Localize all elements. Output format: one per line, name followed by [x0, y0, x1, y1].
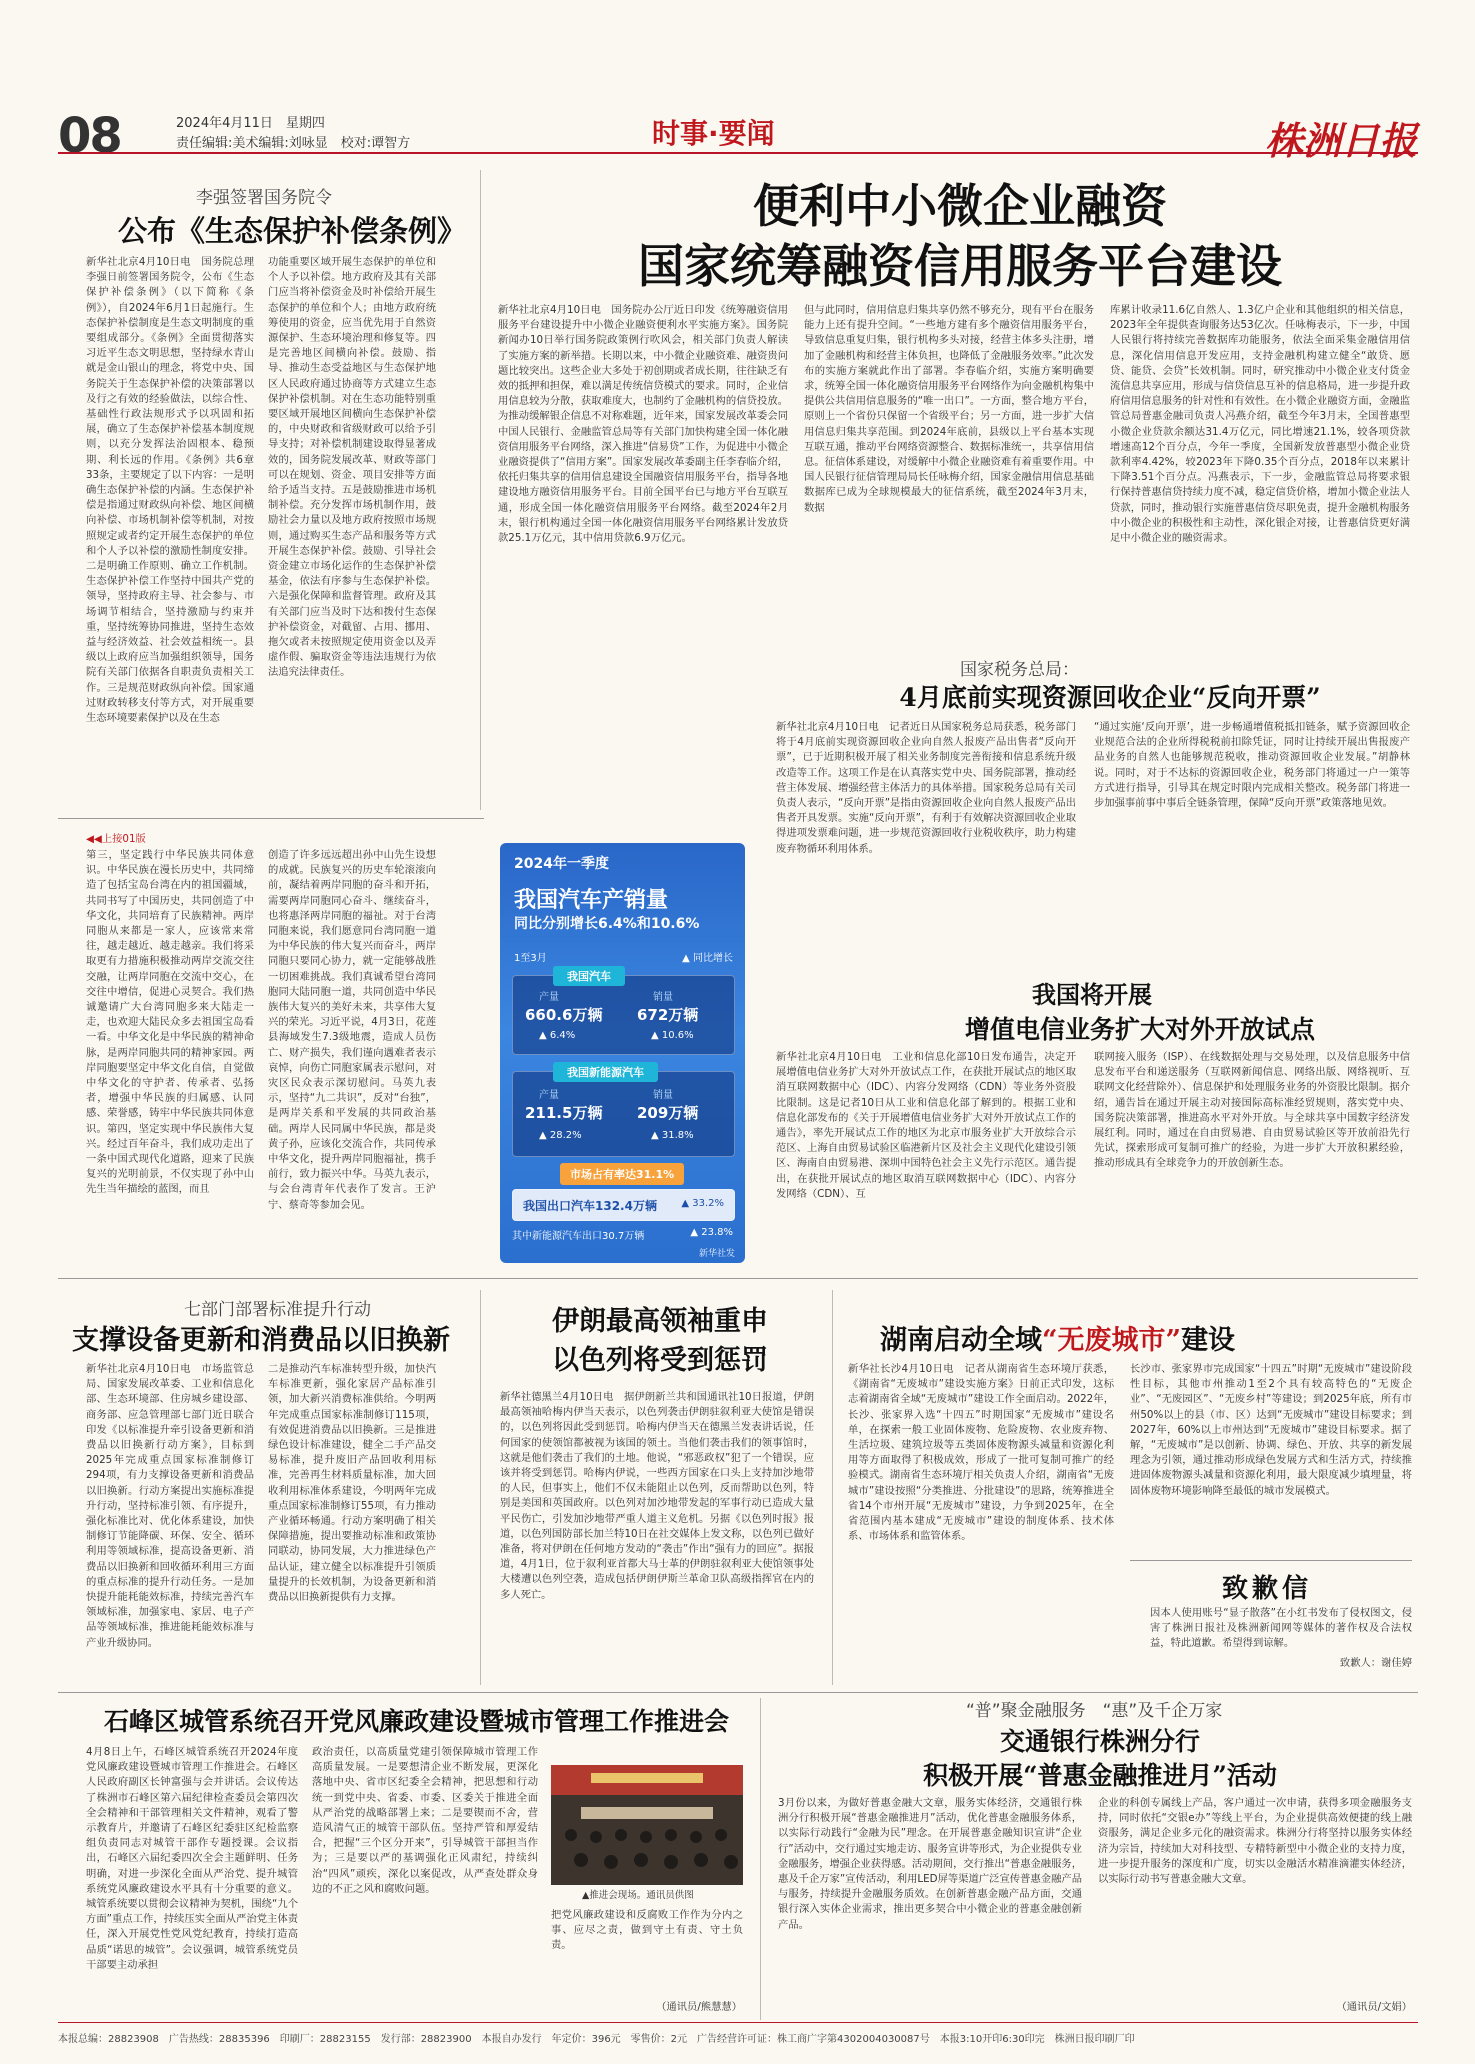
meeting-photo — [551, 1765, 743, 1885]
apology-text: 因本人使用账号“显子散落”在小红书发布了侵权图文，侵害了株洲日报社及株洲新闻网等媒体的著作权及合法权益，特此道歉。希望得到谅解。 — [1150, 1607, 1412, 1650]
a7-title-line2: 以色列将受到惩罚 — [552, 1345, 768, 1376]
a6-col2: 二是推动汽车标准转型升级，加快汽车标准更新，强化家居产品标准引领，加大新兴消费标准供给。今明两年完成重点国家标准制修订115项，有效促进消费品以旧换新。三是推进绿色设计标准建设，健全二手产品交易标准，提升废旧产品回收利用标准，完善再生材料质量标准，加大回收利用标准体系建设，今明两年完成重点国家标准制修订55项，有力推动产业循环畅通。行动方案明确了相关保障措施，提出要推动标准和政策协同联动，协同发展，大力推进绿色产品认证，建立健全以标准提升引领质量提升的长效机制，为设备更新和消费品以旧换新提供有力支撑。 — [268, 1363, 436, 1604]
up-arrow-icon: ▲ — [539, 1130, 550, 1141]
a10-title-line1: 交通银行株洲分行 — [999, 1727, 1200, 1756]
cars-prod-label: 产量 — [539, 992, 559, 1003]
page-number: 08 — [58, 108, 121, 164]
cars-sales-growth — [651, 1030, 694, 1041]
a5-continued-marker: ◀◀上接01版 — [86, 833, 146, 845]
divider — [480, 1290, 481, 1685]
divider — [58, 1278, 1418, 1279]
a6-kicker: 七部门部署标准提升行动 — [184, 1300, 371, 1320]
a7-title-line1: 伊朗最高领袖重申 — [552, 1306, 768, 1337]
a1-col1: 新华社北京4月10日电 国务院总理李强日前签署国务院令，公布《生态保护补偿条例》（以下简称《条例》），自2024年6月1日起施行。生态保护补偿制度是生态文明制度的重要组成部分。《条例》全面贯彻落实习近平生态文明思想，坚持绿水青山就是金山银山的理念，将党中央、国务院关于生态保护补偿的决策部署以及行之有效的经验做法，以综合性、基础性行政法规形式予以巩固和拓展，确立了生态保护补偿基本制度规则，以充分发挥法治固根本、稳预期、利长远的作用。《条例》共6章33条，主要规定了以下内容：一是明确生态保护补偿的内涵。生态保护补偿是指通过财政纵向补偿、地区间横向补偿、市场机制补偿等机制，对按照规定或者约定开展生态保护的单位和个人予以补偿的激励性制度安排。二是明确工作原则、确立工作机制。生态保护补偿工作坚持中国共产党的领导，坚持政府主导、社会参与、市场调节相结合，坚持激励与约束并重，坚持统筹协同推进，坚持生态效益与经济效益、社会效益相统一。县级以上政府应当加强组织领导，国务院有关部门依据各自职责负责相关工作。三是规范财政纵向补偿。国家通过财政转移支付等方式，对开展重要生态环境要素保护以及在生态 — [86, 256, 254, 725]
a1-col2: 功能重要区域开展生态保护的单位和个人予以补偿。地方政府及其有关部门应当将补偿资金及时补偿给开展生态保护的单位和个人；由地方政府统筹使用的资金，应当优先用于自然资源保护、生态环境治理和修复等。四是完善地区间横向补偿。鼓励、指导、推动生态受益地区与生态保护地区人民政府通过协商等方式建立生态保护补偿机制。对在生态功能特别重要区域开展地区间横向生态保护补偿的，中央财政和省级财政可以给予引导支持；对补偿机制建设取得显著成效的，国务院发展改革、财政等部门可以在规划、资金、项目安排等方面给予适当支持。五是鼓励推进市场机制补偿。充分发挥市场机制作用，鼓励社会力量以及地方政府按照市场规则，通过购买生态产品和服务等方式开展生态保护补偿。鼓励、引导社会资金建立市场化运作的生态保护补偿基金，依法有序参与生态保护补偿。六是强化保障和监督管理。政府及其有关部门应当及时下达和拨付生态保护补偿资金，对截留、占用、挪用、拖欠或者未按照规定使用资金以及弄虚作假、骗取资金等违法违规行为依法追究法律责任。 — [268, 256, 436, 679]
a7-col1: 新华社德黑兰4月10日电 据伊朗新兰共和国通讯社10日报道，伊朗最高领袖哈梅内伊当天表示，以色列袭击伊朗驻叙利亚大使馆是错误的，以色列将因此受到惩罚。哈梅内伊当天在德黑兰发表讲话说，任何国家的使领馆都被视为该国的领土。当他们袭击我们的领事馆时，这就是他们袭击了我们的土地。他说，“邪恶政权”犯了一个错误，应该并将受到惩罚。哈梅内伊说，一些西方国家在口头上支持加沙地带的人民，但事实上，他们不仅未能阻止以色列，反而帮助以色列，特别是美国和英国政府。以色列对加沙地带发起的军事行动已造成大量平民伤亡，引发加沙地带严重人道主义危机。另据《以色列时报》报道，以色列国防部长加兰特10日在社交媒体上发文称，以色列已做好准备，将对伊朗在任何地方发动的“袭击”作出“强有力的回应”。据报道，4月1日，位于叙利亚首都大马士革的伊朗驻叙利亚大使馆领事处大楼遭以色列空袭，造成包括伊朗伊斯兰革命卫队高级指挥官在内的多人死亡。 — [500, 1391, 814, 1601]
a2-col2: 但与此同时，信用信息归集共享仍然不够充分，现有平台在服务能力上还有提升空间。“一些地方建有多个融资信用服务平台，导致信息重复归集，银行机构多头对接，经营主体多头注册，增加了金融机构和经营主体负担，也降低了金融服务效率。”此次发布的实施方案就此作出了部署。李春临介绍，实施方案明确要求，统筹全国一体化融资信用服务平台网络作为向金融机构集中提供公共信用信息服务的“唯一出口”。一方面，整合地方平台，原则上一个省份只保留一个省级平台；另一方面，进一步扩大信用信息归集共享范围。到2024年底前，县级以上平台基本实现互联互通，推动平台网络资源整合、数据标准统一，共享信用信息。征信体系建设，对缓解中小微企业融资难有着重要作用。中国人民银行征信管理局局长任咏梅介绍，国家金融信用信息基础数据库已成为全球规模最大的征信系统，截至2024年3月末，数据 — [804, 304, 1094, 514]
divider — [480, 170, 481, 810]
divider — [58, 818, 484, 819]
a10-col1: 3月份以来，为做好普惠金融大文章，服务实体经济，交通银行株洲分行积极开展“普惠金融推进月”活动，优化普惠金融服务体系，以实际行动践行“金融为民”理念。在开展普惠金融知识宣讲“企业行”活动中，交行通过实地走访、服务宣讲等形式，为企业提供专业金融服务，增强企业获得感。活动期间，交行推出“普惠金融服务，惠及千企万家”宣传活动，利用LED屏等渠道广泛宣传普惠金融产品与服务，持续提升金融服务质效。在创新普惠金融产品方面，交通银行深入实体企业需求，推出更多契合中小微企业的普惠金融创新产品。 — [778, 1797, 1082, 1931]
nev-sales-label: 销量 — [653, 1090, 673, 1101]
issue-date: 2024年4月11日 星期四 — [176, 116, 325, 131]
export-growth — [681, 1198, 724, 1209]
footer-rule — [58, 2022, 1418, 2023]
a2-col1: 新华社北京4月10日电 国务院办公厅近日印发《统筹融资信用服务平台建设提升中小微企业融资便利水平实施方案》。国务院新闻办10日举行国务院政策例行吹风会，相关部门负责人解读了实施方案的新举措。长期以来，中小微企业融资难、融资贵问题比较突出。这些企业大多处于初创期或者成长期，往往缺乏有效的抵押和担保，难以满足传统信贷模式的要求。同时，企业信用信息较为分散，获取难度大，也制约了金融机构的信贷投放。为推动缓解银企信息不对称难题，近年来，国家发展改革委会同中国人民银行、金融监管总局等有关部门加快构建全国一体化融资信用服务平台网络，深入推进“信易贷”工作，为促进中小微企业融资提供了“信用方案”。国家发展改革委副主任李春临介绍，依托归集共享的信用信息建设全国融资信用服务平台，指导各地建设地方融资信用服务平台。目前全国平台已与地方平台互联互通，形成全国一体化融资信用服务平台网络。截至2024年2月末，银行机构通过全国一体化融资信用服务平台网络累计发放贷款25.1万亿元，其中信用贷款6.9万亿元。 — [498, 304, 788, 545]
a3-kicker: 国家税务总局： — [960, 660, 1079, 680]
nev-card-title: 我国新能源汽车 — [553, 1062, 658, 1082]
a10-title-line2: 积极开展“普惠金融推进月”活动 — [923, 1761, 1277, 1790]
issue-meta — [176, 114, 410, 154]
a10-kicker: “普”聚金融服务 “惠”及千企万家 — [966, 1701, 1223, 1721]
export-growth-value: 33.2% — [692, 1198, 724, 1209]
a10-byline: （通讯员/文娟） — [1336, 2001, 1412, 2013]
nev-export-growth-value: 23.8% — [701, 1227, 733, 1238]
nev-prod-growth-value: 28.2% — [549, 1130, 582, 1141]
cars-prod-growth-value: 6.4% — [549, 1030, 576, 1041]
infographic-legend — [682, 949, 733, 964]
up-arrow-icon: ▲ — [682, 953, 690, 964]
a3-title: 4月底前实现资源回收企业“反向开票” — [899, 683, 1321, 712]
legend-label: 同比增长 — [693, 953, 733, 964]
a4-kicker: 我国将开展 — [1032, 980, 1152, 1009]
a2-col3: 库累计收录11.6亿自然人、1.3亿户企业和其他组织的相关信息，2023年全年提供查询服务达53亿次。任咏梅表示，下一步，中国人民银行将持续完善数据库功能服务，依法全面采集金融信用信息，深化信用信息开发应用，支持金融机构建立健全“敢贷、愿贷、能贷、会贷”长效机制。同时，研究推动中小微企业支付货金流信息共享应用，形成与信贷信息互补的信息格局，进一步提升政府信用信息服务的针对性和有效性。在小微企业融资方面，金融监管总局普惠金融司负责人冯燕介绍，截至今年3月末，全国普惠型小微企业贷款余额达31.4万亿元，同比增速21.1%，较各项贷款增速高12个百分点，今年一季度，全国新发放普惠型小微企业贷款利率4.42%，较2023年下降0.35个百分点，2018年以来累计下降3.51个百分点。冯燕表示，下一步，金融监管总局将要求银行保持普惠信贷持续力度不减，稳定信贷价格，增加小微企业法人贷款，同时，推动银行实施普惠信贷尽职免责，提升金融机构服务中小微企业的积极性和主动性，深化银企对接，让普惠信贷更好满足中小微企业的融资需求。 — [1110, 304, 1410, 545]
cars-sales-growth-value: 10.6% — [661, 1030, 694, 1041]
header-rule — [58, 152, 1418, 154]
a9-title: 石峰区城管系统召开党风廉政建设暨城市管理工作推进会 — [104, 1707, 730, 1736]
infographic-credit: 新华社发 — [698, 1249, 735, 1259]
nev-sales-growth — [651, 1130, 694, 1141]
a6-col1: 新华社北京4月10日电 市场监管总局、国家发展改革委、工业和信息化部、生态环境部、住房城乡建设部、商务部、应急管理部七部门近日联合印发《以标准提升牵引设备更新和消费品以旧换新行动方案》，目标到2025年完成重点国家标准制修订294项，有力支撑设备更新和消费品以旧换新。行动方案提出实施标准提升行动，坚持标准引领、有序提升，强化标准比对、优化体系建设，加快制修订节能降碳、环保、安全、循环利用等领域标准，提高设备更新、消费品以旧换新和回收循环利用三方面的重点标准的提升行动任务。一是加快提升能耗能效标准，持续完善汽车领域标准，加强家电、家居、电子产品等领域标准，推进能耗能效标准与产业升级协同。 — [86, 1363, 254, 1649]
a3-col1: 新华社北京4月10日电 记者近日从国家税务总局获悉，税务部门将于4月底前实现资源回收企业向自然人报废产品出售者“反向开票”，已于近期积极开展了相关业务制度完善衔接和信息系统升级改造等工作。这项工作是在认真落实党中央、国务院部署，推动经营主体发展、增强经营主体活力的具体举措。国家税务总局有关司负责人表示，“反向开票”是指由资源回收企业向自然人报废产品出售者开具发票。实施“反向开票”，有利于有效解决资源回收企业取得进项发票难问题，进一步规范资源回收行业税收秩序，助力构建废弃物循环利用体系。 — [776, 721, 1076, 855]
cars-prod-value: 660.6万辆 — [525, 1006, 603, 1024]
nev-prod-value: 211.5万辆 — [525, 1104, 603, 1122]
nev-export-growth — [690, 1227, 733, 1238]
a2-title-line1: 便利中小微企业融资 — [753, 179, 1167, 233]
divider — [832, 1290, 833, 1685]
a8-title-suffix: 建设 — [1181, 1325, 1236, 1356]
market-share-badge: 市场占有率达31.1% — [560, 1163, 684, 1185]
newspaper-logo: 株洲日报 — [1264, 118, 1417, 163]
photo-caption: ▲推进会现场。通讯员供图 — [582, 1890, 694, 1901]
a8-col2: 长沙市、张家界市完成国家“十四五”时期“无废城市”建设阶段性目标，其他市州推动1至2个具有较高特色的“无废企业”、“无废园区”、“无废乡村”等建设；到2025年底，所有市州50%以上的县（市、区）达到“无废城市”建设目标要求；到2027年，60%以上市州达到“无废城市”建设目标要求。据了解，“无废城市”是以创新、协调、绿色、开放、共享的新发展理念为引领，通过推动形成绿色发展方式和生活方式，持续推进固体废物源头减量和资源化利用，最大限度减少填埋量，将固体废物环境影响降至最低的城市发展模式。 — [1130, 1363, 1412, 1497]
cars-card — [512, 970, 735, 1055]
up-arrow-icon: ▲ — [690, 1227, 702, 1238]
a5-col1: 第三，坚定践行中华民族共同体意识。中华民族在漫长历史中，共同缔造了包括宝岛台湾在内的祖国疆域，共同书写了中国历史，共同创造了中华文化，共同培育了民族精神。两岸同胞从来都是一家人，应该常来常往，越走越近、越走越亲。我们将采取更有力措施积极推动两岸交流交往交融，让两岸同胞在交流中交心，在交往中增信，促进心灵契合。我们热诚邀请广大台湾同胞多来大陆走一走，也欢迎大陆民众多去祖国宝岛看一看。中华文化是中华民族的精神命脉，是两岸同胞共同的精神家园。两岸同胞要坚定中华文化自信，自觉做中华文化的守护者、传承者、弘扬者，增强中华民族的归属感、认同感、荣誉感，铸牢中华民族共同体意识。第四，坚定实现中华民族伟大复兴。经过百年奋斗，我们成功走出了一条中国式现代化道路，迎来了民族复兴的光明前景，不仅实现了孙中山先生当年描绘的蓝图，而且 — [86, 849, 254, 1196]
nev-prod-growth — [539, 1130, 582, 1141]
meeting-photo-image — [551, 1765, 743, 1885]
divider — [760, 1698, 761, 2020]
cars-sales-value: 672万辆 — [637, 1006, 699, 1024]
cars-sales-label: 销量 — [653, 992, 673, 1003]
cars-prod-growth — [539, 1030, 575, 1041]
a8-title-prefix: 湖南启动全域 — [880, 1325, 1042, 1356]
a8-title — [880, 1318, 1235, 1357]
column-title: 时事·要闻 — [652, 117, 775, 150]
a3-col2: “通过实施‘反向开票’，进一步畅通增值税抵扣链条，赋予资源回收企业规范合法的企业所得税税前扣除凭证，同时让持续开展出售报废产品业务的自然人也能够规范税收，推动资源回收企业发展。”胡静林说。同时，对于不达标的资源回收企业，税务部门将通过一户一策等方式进行指导，引导其在规定时限内完成相关整改。税务部门将进一步加强事前事中事后全链条管理，保障“反向开票”政策落地见效。 — [1094, 721, 1410, 810]
up-arrow-icon: ▲ — [651, 1030, 662, 1041]
nev-export-row — [512, 1227, 733, 1242]
a1-title: 公布《生态保护补偿条例》 — [118, 214, 467, 248]
up-arrow-icon: ▲ — [539, 1030, 550, 1041]
a1-kicker: 李强签署国务院令 — [196, 188, 332, 208]
cars-card-title: 我国汽车 — [553, 966, 625, 986]
divider — [1130, 1560, 1412, 1561]
a10-col2: 企业的科创专属线上产品，客户通过一次申请，获得多项金融服务支持，同时依托“交银e办”等线上平台，为企业提供高效便捷的线上融资服务，满足企业多元化的融资需求。株洲分行将坚持以服务实体经济为宗旨，持续加大对科技型、专精特新型中小微企业的支持力度，进一步提升服务的深度和广度，切实以金融活水精准滴灌实体经济，以实际行动书写普惠金融大文章。 — [1098, 1797, 1412, 1886]
a4-col1: 新华社北京4月10日电 工业和信息化部10日发布通告，决定开展增值电信业务扩大对外开放试点工作，在获批开展试点的地区取消互联网数据中心（IDC）、内容分发网络（CDN）等业务外资股比限制。这是记者10日从工业和信息化部了解到的。根据工业和信息化部发布的《关于开展增值电信业务扩大对外开放试点工作的通告》，率先开展试点工作的地区为北京市服务业扩大开放综合示范区、上海自由贸易试验区临港新片区及社会主义现代化建设引领区、海南自由贸易港、深圳中国特色社会主义先行示范区。通告提出，在获批开展试点的地区取消互联网数据中心（IDC）、内容分发网络（CDN）、互 — [776, 1051, 1076, 1200]
infographic-tag: 2024年一季度 — [514, 856, 609, 872]
apology-signature: 致歉人：谢佳婷 — [1339, 1657, 1412, 1669]
divider — [58, 1692, 1418, 1693]
a4-col2: 联网接入服务（ISP）、在线数据处理与交易处理，以及信息服务中信息发布平台和递送服务（互联网新闻信息、网络出版、网络视听、互联网文化经营除外）、信息保护和处理服务业务的外资股比限制。据介绍，通告旨在通过开展主动对接国际高标准经贸规则，落实党中央、国务院决策部署，推进高水平对外开放。与全球共享中国数字经济发展红利。同时，通过在自由贸易港、自由贸易试验区等开放前沿先行先试，探索形成可复制可推广的经验，为进一步扩大开放积累经验，推动形成具有全球竞争力的开放创新生态。 — [1094, 1051, 1410, 1170]
infographic-period: 1至3月 — [514, 953, 547, 964]
a8-col1: 新华社长沙4月10日电 记者从湖南省生态环境厅获悉，《湖南省“无废城市”建设实施方案》日前正式印发，这标志着湖南省全域“无废城市”建设工作全面启动。2022年，长沙、张家界入选“十四五”时期国家“无废城市”建设名单，在探索一般工业固体废物、危险废物、农业废弃物、生活垃圾、建筑垃圾等五类固体废物源头减量和资源化利用等方面取得了积极成效，形成了一批可复制可推广的经验模式。湖南省生态环境厅相关负责人介绍，湖南省“无废城市”建设按照“分类推进、分批建设”的思路，统筹推进全省14个市州开展“无废城市”建设，力争到2025年，在全省范围内基本建成“无废城市”建设的制度体系、技术体系、市场体系和监管体系。 — [848, 1363, 1114, 1543]
nev-sales-growth-value: 31.8% — [661, 1130, 694, 1141]
nev-card — [512, 1066, 735, 1157]
nev-prod-label: 产量 — [539, 1090, 559, 1101]
a6-title: 支撑设备更新和消费品以旧换新 — [72, 1325, 450, 1356]
footer-info: 本报总编：28823908 广告热线：28835396 印刷厂：28823155 发行部：28823900 本报自办发行 年定价：396元 零售价：2元 广告经营许可证：株工商广字第4302004030087号 本报3:10开印6:30印完 株洲日报印刷厂印 — [58, 2034, 1135, 2045]
a5-col2: 创造了许多远远超出孙中山先生设想的成就。民族复兴的历史车轮滚滚向前，凝结着两岸同胞的奋斗和开拓，需要两岸同胞同心奋斗、继续奋斗，也将惠泽两岸同胞的福祉。对于台湾同胞来说，我们愿意同台湾同胞一道为中华民族的伟大复兴而奋斗，两岸同胞只要同心协力，就一定能够战胜一切困难挑战。我们真诚希望台湾同胞同大陆同胞一道，共同创造中华民族伟大复兴的美好未来，共享伟大复兴的荣光。习近平说，4月3日，花莲县海域发生7.3级地震，造成人员伤亡、财产损失，我们谨向遇难者表示哀悼，向伤亡同胞家属表示慰问，对灾区民众表示深切慰问。马英九表示，坚持“九二共识”，反对“台独”，是两岸关系和平发展的共同政治基础。两岸人民同属中华民族，都是炎黄子孙，应该化交流合作，共同传承中华文化，提升两岸同胞福祉，携手前行，致力振兴中华。马英九表示，与会台湾青年代表作了发言。王沪宁、蔡奇等参加会见。 — [268, 849, 436, 1211]
a9-byline: （通讯员/熊慧慧） — [656, 2001, 742, 2013]
a9-col1: 4月8日上午，石峰区城管系统召开2024年度党风廉政建设暨城市管理工作推进会。石峰区人民政府副区长钟富强与会并讲话。会议传达了株洲市石峰区第六届纪律检查委员会第四次全会精神和干部管理相关文件精神，观看了警示教育片，并邀请了石峰区纪委驻区纪检监察组负责同志对城管干部作专题授课。会议指出，石峰区六届纪委四次全会主题鲜明、任务明确，对进一步深化全面从严治党、提升城管系统党风廉政建设水平具有十分重要的意义。城管系统要以贯彻会议精神为契机，围绕“九个方面”重点工作，持续压实全面从严治党主体责任，深入开展党性党风党纪教育，持续打造高品质“诺思的城管”。会议强调，城管系统党员干部要主动承担 — [86, 1746, 298, 1971]
a9-col3: 把党风廉政建设和反腐败工作作为分内之事、应尽之责，做到守土有责、守土负责。 — [551, 1909, 743, 1952]
a2-title-line2: 国家统筹融资信用服务平台建设 — [638, 239, 1282, 293]
nev-sales-value: 209万辆 — [637, 1104, 699, 1122]
apology-title: 致歉信 — [1222, 1574, 1313, 1604]
infographic-title: 我国汽车产销量 — [514, 888, 669, 913]
up-arrow-icon: ▲ — [681, 1198, 693, 1209]
export-label: 我国出口汽车132.4万辆 — [523, 1199, 657, 1213]
a4-title: 增值电信业务扩大对外开放试点 — [964, 1015, 1315, 1044]
issue-editors: 责任编辑:美术编辑:刘咏显 校对:谭智方 — [176, 136, 411, 151]
infographic-subtitle: 同比分别增长6.4%和10.6% — [514, 916, 700, 932]
nev-export-label: 其中新能源汽车出口30.7万辆 — [512, 1231, 645, 1242]
car-sales-infographic — [500, 843, 745, 1263]
up-arrow-icon: ▲ — [651, 1130, 662, 1141]
export-card — [512, 1189, 735, 1221]
a9-col2: 政治责任，以高质量党建引领保障城市管理工作高质量发展。一是要想清企业不断发展，更深化落地中央、省市区纪委全会精神，把思想和行动统一到党中央、省委、市委、区委关于推进全面从严治党的战略部署上来；二是要锲而不舍，营造风清气正的城管干部队伍。坚持严管和厚爱结合，把握“三个区分开来”，引导城管干部担当作为；三是要以严的基调强化正风肃纪，持续纠治“四风”顽疾，深化以案促改，从严查处群众身边的不正之风和腐败问题。 — [312, 1746, 538, 1895]
a8-title-highlight: “无废城市” — [1042, 1325, 1182, 1356]
